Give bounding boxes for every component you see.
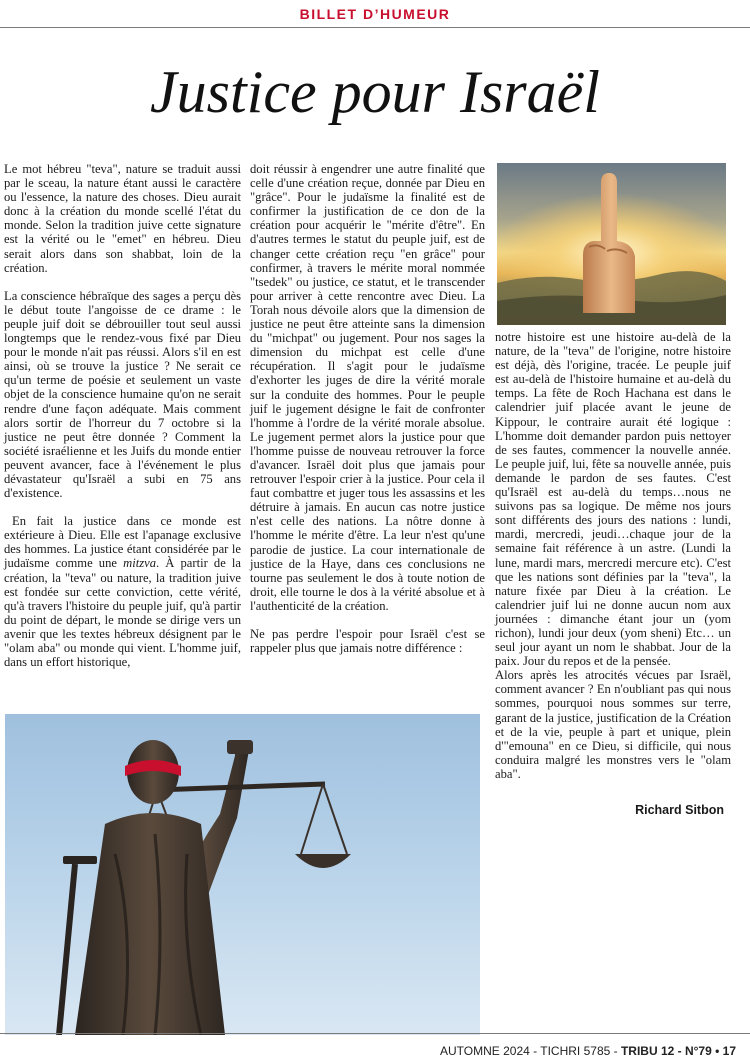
paragraph: Ne pas perdre l'espoir pour Israël c'est se rappeler plus que jamais notre différence : xyxy=(250,627,485,656)
paragraph: Le mot hébreu "teva", nature se traduit aussi par le sceau, la nature étant aussi le caractère ou l'essence, la nature des choses. Dieu aurait donc à la création du monde scellé l'état du monde. Selon la tradition juive cette signature est la vérité ou le "emet" en hébreu. Dieu serait alors dans son shabbat, loin de la création. xyxy=(4,162,241,275)
article-column-2 xyxy=(250,162,485,655)
photo-lady-justice-illustration xyxy=(5,714,480,1035)
photo-raised-finger-illustration xyxy=(497,163,726,325)
author-signature: Richard Sitbon xyxy=(635,803,724,817)
paragraph-text: . À partir de la création, la "teva" ou nature, la tradition juive est fondée sur cette conviction, cette vérité, qu'à travers l'histoire du peuple juif, qu'à partir du point de départ, le monde se dirige vers un avenir que les textes hébreux désignent par le "olam aba" ou monde qui vient. L'homme juif, dans un effort historique, xyxy=(4,556,241,670)
header-rule xyxy=(0,27,750,28)
footer-issue: AUTOMNE 2024 - TICHRI 5785 - xyxy=(440,1044,621,1058)
footer-rule xyxy=(0,1033,750,1034)
section-label: BILLET D’HUMEUR xyxy=(299,6,451,22)
paragraph-text: En fait la justice dans ce monde est extérieure à Dieu. Elle est l'apanage exclusive des hommes. La justice étant considérée par le judaïsme comme une xyxy=(4,514,241,571)
footer-magazine: TRIBU 12 - N°79 • 17 xyxy=(620,1044,736,1058)
paragraph: Alors après les atrocités vécues par Israël, comment avancer ? En n'oubliant pas qui nous sommes, pourquoi nous sommes sur terre, garant de la justice, justification de la Création et de la vie, peuple à part et unique, plein d'"emouna" en ce Dieu, si difficile, qui nous conduira malgré les monstres vers le "olam aba". xyxy=(495,668,731,781)
paragraph: notre histoire est une histoire au-delà de la nature, de la "teva" de l'origine, notre histoire est déjà, dès l'origine, tracée. Le peuple juif est au-delà de l'histoire humaine et au-delà du temps. La fête de Roch Hachana est dans le calendrier juif placée avant le jeune de Kippour, le contraire aurait été logique : L'homme doit demander pardon puis nettoyer de ses fautes, commencer la nouvelle année. Le peuple juif, lui, fête sa nouvelle année, puis demande le pardon de ses fautes. C'est qu'Israël est au-delà du temps…nous ne suivons pas sa logique. De même nos jours sont différents des jours des nations : lundi, mardi, mercredi, jeudi…chaque jour de la semaine fait référence à un astre. (Lundi la lune, mardi mars, mercredi mercure etc). C'est que les nations sont définies par la "teva", la nature fixée par Dieu à la création. Le calendrier juif lui ne donne aucun nom aux journées : dimanche étant jour un (yom richon), lundi jour deux (yom sheni) Etc… un seul jour ayant un nom le shabbat. Jour de la paix. Jour du repos et de la pensée. xyxy=(495,330,731,669)
photo-raised-finger xyxy=(497,163,726,325)
article-title: Justice pour Israël xyxy=(150,59,600,125)
paragraph: doit réussir à engendrer une autre finalité que celle d'une création reçue, donnée par Dieu en "grâce". Pour le judaïsme la finalité est de confirmer la justification de ce don de la création pour acquérir le "mérite d'être". En d'autres termes le statut du peuple juif, est de changer cette création reçu "en grâce" pour confirmer, à travers le mérite moral nommée "tsedek" ou justice, ce statut, et le transcender pour arriver à cette rencontre avec Dieu. La Torah nous dévoile alors que la dimension de justice ne peut être atteinte sans la dimension du "michpat" ou jugement. Pour nos sages la dimension du michpat est celle d'une récupération. Il s'agit pour le judaïsme d'exhorter les juges de dire la vérité morale sur la conduite des hommes. Pour le peuple juif le jugement désigne le fait de confronter l'homme à l'ordre de la vérité morale absolue. Le jugement permet alors la justice pour que l'homme puisse de nouveau retrouver la force d'avancer. Israël doit plus que jamais pour retrouver l'espoir crier à la justice. Pour cela il faut combattre et juger tous les assassins et les détruire à jamais. En aucun cas notre justice n'est celle des nations. La nôtre donne à l'homme le mérite d'être. La leur n'est qu'une parodie de justice. La cour internationale de justice de la Haye, dans ces conclusions ne tourne pas seulement le dos à toute notion de droit, elle tourne le dos à la vérité absolue et à l'authenticité de la création. xyxy=(250,162,485,613)
photo-lady-justice xyxy=(5,714,480,1035)
paragraph xyxy=(4,514,241,669)
article-column-3 xyxy=(495,330,731,781)
page-footer xyxy=(440,1044,736,1058)
article-column-1 xyxy=(4,162,241,669)
emphasis-mitzva: mitzva xyxy=(123,556,156,571)
paragraph: La conscience hébraïque des sages a perçu dès le début toute l'angoisse de ce drame : le peuple juif doit se débrouiller tout seul aussi longtemps que le rendez-vous fixé par Dieu pour le monde n'ait pas réussi. Alors s'il en est ainsi, où se trouve la justice ? Ne serait ce qu'un terme de poésie et seulement un vaste objet de la conscience humaine qu'on ne serait rendre d'une façon adéquate. Mais comment alors sortir de l'horreur du 7 octobre si la justice ne peut être donnée ? Comment la société israélienne et les Juifs du monde entier peuvent avancer, face à l'événement le plus dévastateur qu'Israël a subi en 75 ans d'existence. xyxy=(4,288,241,501)
